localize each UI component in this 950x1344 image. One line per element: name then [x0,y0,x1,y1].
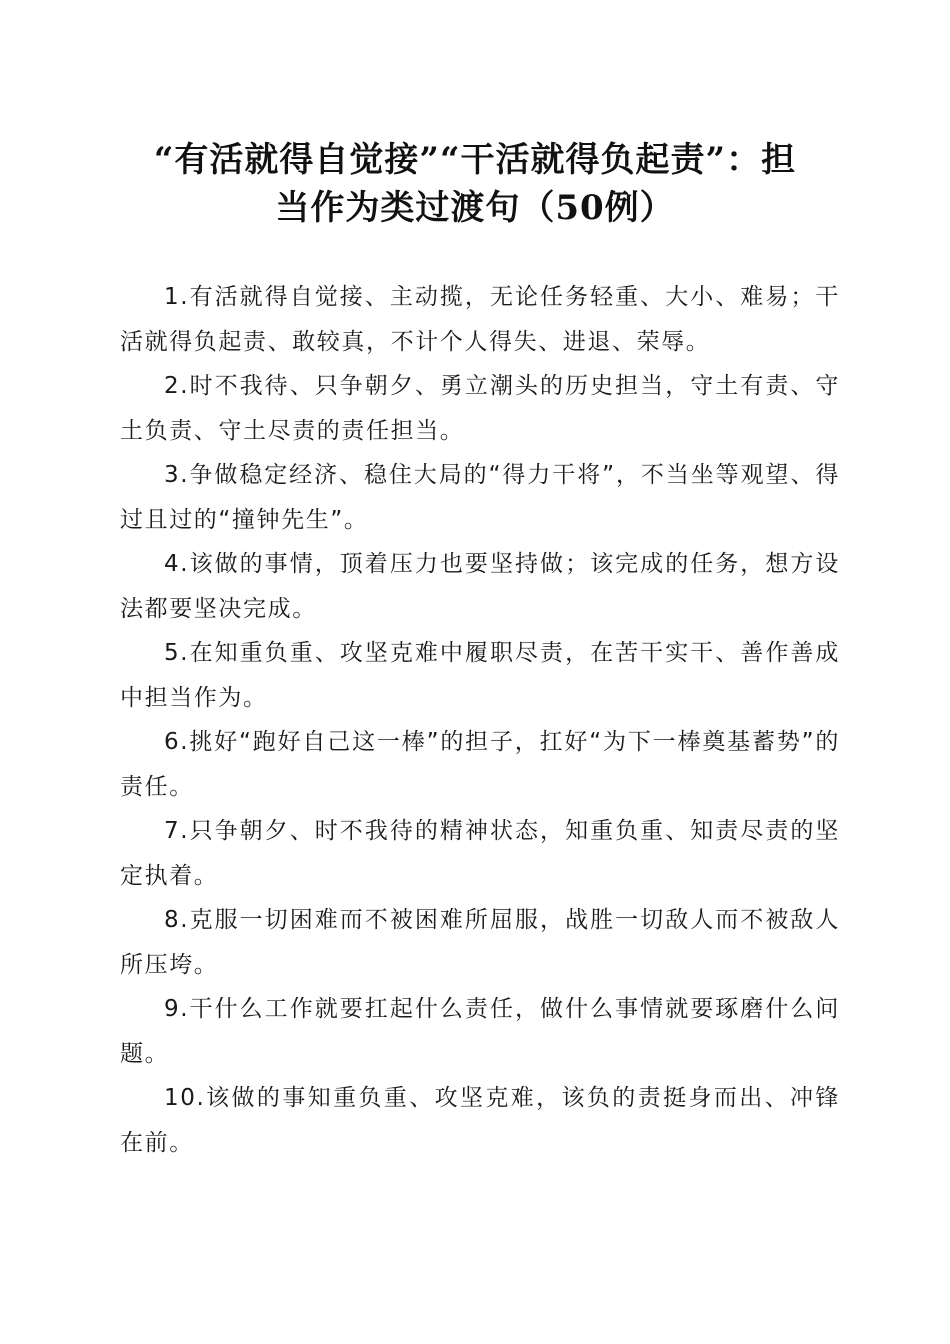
list-item: 10.该做的事知重负重、攻坚克难，该负的责挺身而出、冲锋在前。 [120,1085,840,1156]
list-item: 8.克服一切困难而不被困难所屈服，战胜一切敌人而不被敌人所压垮。 [120,907,840,978]
list-item: 7.只争朝夕、时不我待的精神状态，知重负重、知责尽责的坚定执着。 [120,818,840,889]
sentence-list [120,275,840,1165]
list-item: 4.该做的事情，顶着压力也要坚持做；该完成的任务，想方设法都要坚决完成。 [120,551,840,622]
title-line-2: 当作为类过渡句（50例） [275,188,675,228]
list-item: 6.挑好“跑好自己这一棒”的担子，扛好“为下一棒奠基蓄势”的责任。 [120,729,840,800]
list-item: 9.干什么工作就要扛起什么责任，做什么事情就要琢磨什么问题。 [120,996,840,1067]
document-title [100,136,850,232]
list-item: 3.争做稳定经济、稳住大局的“得力干将”，不当坐等观望、得过且过的“撞钟先生”。 [120,462,840,533]
list-item: 1.有活就得自觉接、主动揽，无论任务轻重、大小、难易；干活就得负起责、敢较真，不计个人得失、进退、荣辱。 [120,284,840,355]
list-item: 5.在知重负重、攻坚克难中履职尽责，在苦干实干、善作善成中担当作为。 [120,640,840,711]
list-item: 2.时不我待、只争朝夕、勇立潮头的历史担当，守土有责、守土负责、守土尽责的责任担当。 [120,373,840,444]
title-line-1: “有活就得自觉接”“干活就得负起责”：担 [153,140,797,180]
